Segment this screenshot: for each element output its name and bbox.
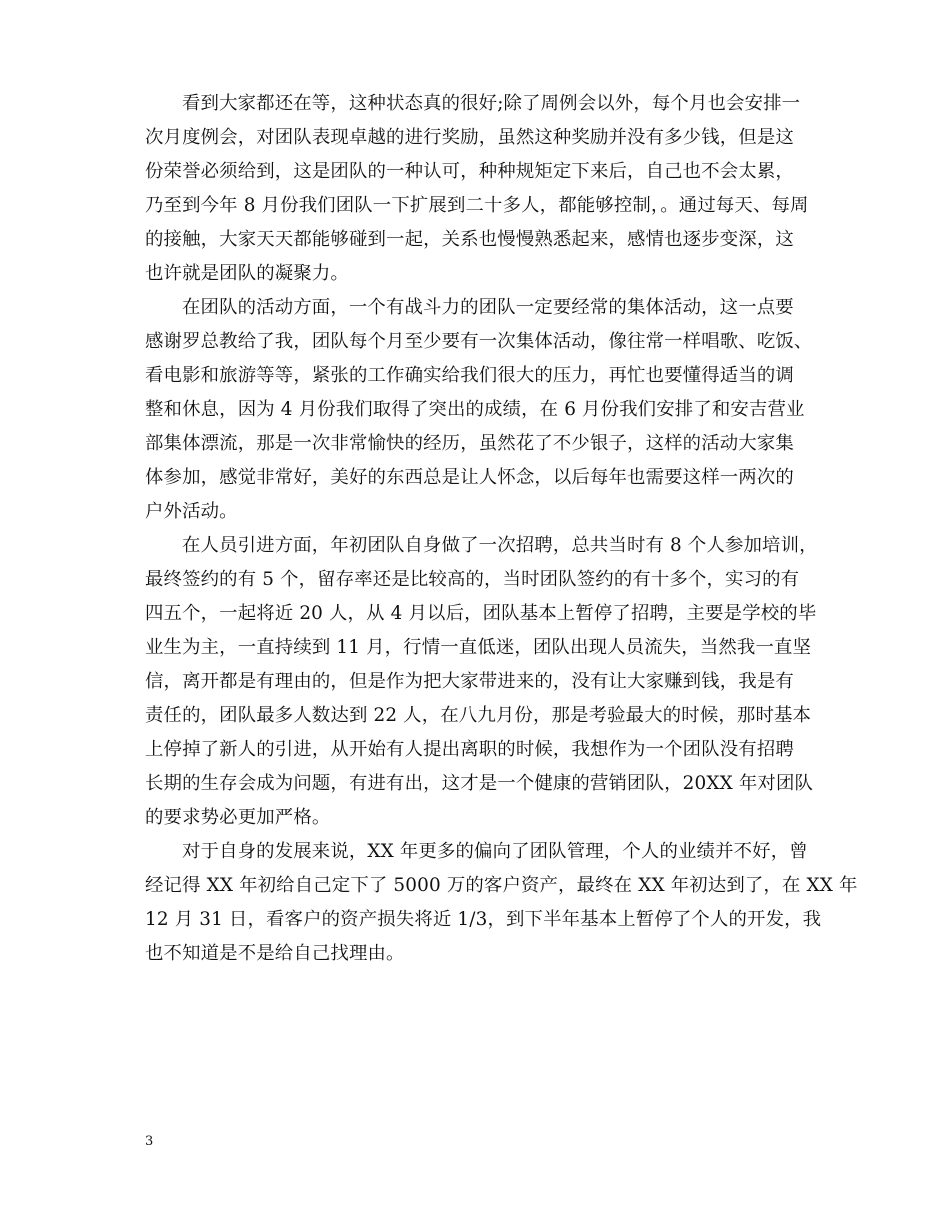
text-line: 上停掉了新人的引进，从开始有人提出离职的时候，我想作为一个团队没有招聘 (145, 739, 794, 760)
paragraph-self-development (145, 835, 858, 971)
text-line: 在团队的活动方面，一个有战斗力的团队一定要经常的集体活动，这一点要 (182, 297, 794, 318)
text-line: 整和休息，因为 4 月份我们取得了突出的成绩，在 6 月份我们安排了和安吉营业 (145, 399, 805, 420)
text-line: 感谢罗总教给了我，团队每个月至少要有一次集体活动，像往常一样唱歌、吃饭、 (145, 331, 813, 352)
text-line: 体参加，感觉非常好，美好的东西总是让人怀念，以后每年也需要这样一两次的 (145, 467, 794, 488)
text-line: 四五个，一起将近 20 人，从 4 月以后，团队基本上暂停了招聘，主要是学校的毕 (145, 603, 817, 624)
text-line: 信，离开都是有理由的，但是作为把大家带进来的，没有让大家赚到钱，我是有 (145, 671, 794, 692)
body-text (145, 87, 858, 971)
text-line: 12 月 31 日，看客户的资产损失将近 1/3，到下半年基本上暂停了个人的开发，我 (145, 909, 822, 930)
text-line: 户外活动。 (145, 501, 238, 522)
page-number: 3 (145, 1134, 154, 1149)
paragraph-team-activities (145, 291, 815, 529)
text-line: 长期的生存会成为问题，有进有出，这才是一个健康的营销团队，20XX 年对团队 (145, 773, 814, 794)
paragraph-recruitment (145, 529, 818, 835)
text-line: 次月度例会，对团队表现卓越的进行奖励，虽然这种奖励并没有多少钱，但是这 (145, 127, 794, 148)
text-line: 乃至到今年 8 月份我们团队一下扩展到二十多人，都能够控制，。通过每天、每周 (145, 195, 809, 216)
text-line: 也不知道是不是给自己找理由。 (145, 943, 405, 964)
paragraph-team-meetings (145, 87, 815, 291)
text-line: 责任的，团队最多人数达到 22 人，在八九月份，那是考验最大的时候，那时基本 (145, 705, 812, 726)
text-line: 看到大家都还在等，这种状态真的很好;除了周例会以外，每个月也会安排一 (182, 93, 801, 114)
text-line: 的要求势必更加严格。 (145, 807, 331, 828)
text-line: 对于自身的发展来说，XX 年更多的偏向了团队管理，个人的业绩并不好，曾 (182, 841, 808, 862)
text-line: 也许就是团队的凝聚力。 (145, 263, 349, 284)
text-line: 业生为主，一直持续到 11 月，行情一直低迷，团队出现人员流失，当然我一直坚 (145, 637, 812, 658)
text-line: 经记得 XX 年初给自己定下了 5000 万的客户资产，最终在 XX 年初达到了，在 XX 年 (145, 875, 858, 896)
text-line: 部集体漂流，那是一次非常愉快的经历，虽然花了不少银子，这样的活动大家集 (145, 433, 794, 454)
text-line: 的接触，大家天天都能够碰到一起，关系也慢慢熟悉起来，感情也逐步变深，这 (145, 229, 794, 250)
text-line: 份荣誉必须给到，这是团队的一种认可，种种规矩定下来后，自己也不会太累， (145, 161, 794, 182)
text-line: 在人员引进方面，年初团队自身做了一次招聘，总共当时有 8 个人参加培训， (182, 535, 818, 556)
text-line: 最终签约的有 5 个，留存率还是比较高的，当时团队签约的有十多个，实习的有 (145, 569, 800, 590)
text-line: 看电影和旅游等等，紧张的工作确实给我们很大的压力，再忙也要懂得适当的调 (145, 365, 794, 386)
